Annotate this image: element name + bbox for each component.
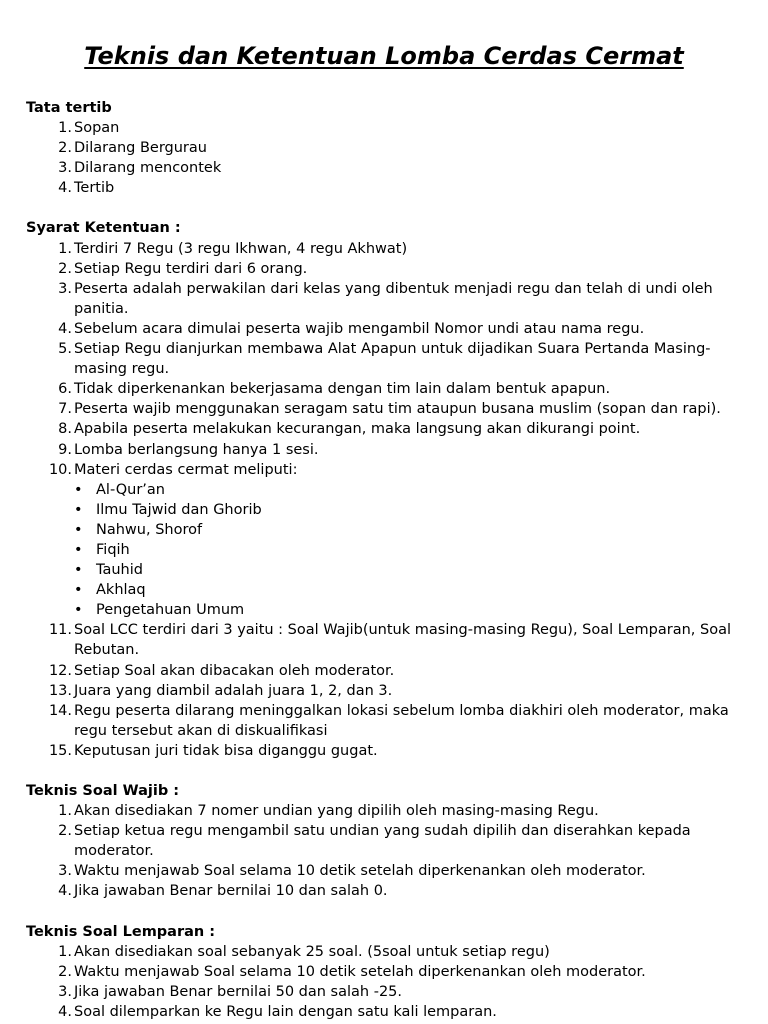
section-heading-syarat: Syarat Ketentuan : — [26, 220, 181, 237]
list-item-text: Apabila peserta melakukan kecurangan, maka langsung akan dikurangi point. — [74, 421, 641, 438]
list-item-text: Setiap ketua regu mengambil satu undian yang sudah dipilih dan diserahkan kepada moderator. — [74, 823, 691, 860]
list-item — [26, 881, 738, 901]
list-item — [26, 741, 738, 761]
list-item-text: Tertib — [74, 180, 115, 197]
list-number: 2. — [58, 963, 72, 980]
list-item — [26, 821, 738, 861]
syarat-list — [26, 239, 738, 480]
list-number: 1. — [58, 803, 72, 820]
bullet-item — [26, 600, 738, 620]
list-number: 12. — [48, 662, 72, 679]
list-item — [26, 319, 738, 339]
bullet-item — [26, 540, 738, 560]
list-number: 7. — [58, 401, 72, 418]
tata-tertib-list — [26, 118, 738, 198]
bullet-icon: • — [74, 501, 83, 518]
list-number: 5. — [58, 341, 72, 358]
list-item-text: Akan disediakan soal sebanyak 25 soal. (5soal untuk setiap regu) — [74, 943, 550, 960]
bullet-item — [26, 560, 738, 580]
list-item — [26, 118, 738, 138]
list-item-text: Jika jawaban Benar bernilai 50 dan salah -25. — [74, 983, 402, 1000]
list-item-text: Akan disediakan 7 nomer undian yang dipilih oleh masing-masing Regu. — [74, 803, 599, 820]
list-item-text: Setiap Regu dianjurkan membawa Alat Apapun untuk dijadikan Suara Pertanda Masing-masing regu. — [74, 341, 711, 378]
section-spacer — [0, 761, 768, 781]
list-number: 4. — [58, 883, 72, 900]
list-number: 9. — [58, 441, 72, 458]
section-spacer — [0, 902, 768, 922]
bullet-item — [26, 580, 738, 600]
list-item-text: Keputusan juri tidak bisa diganggu gugat. — [74, 742, 378, 759]
list-number: 10. — [48, 461, 72, 478]
list-item — [26, 861, 738, 881]
list-item-text: Tidak diperkenankan bekerjasama dengan tim lain dalam bentuk apapun. — [74, 381, 611, 398]
bullet-icon: • — [74, 562, 83, 579]
list-number: 2. — [58, 260, 72, 277]
list-item-text: Dilarang Bergurau — [74, 140, 207, 157]
list-item-text: Waktu menjawab Soal selama 10 detik setelah diperkenankan oleh moderator. — [74, 863, 646, 880]
list-item — [26, 440, 738, 460]
section-spacer — [0, 198, 768, 218]
list-number: 6. — [58, 381, 72, 398]
list-item — [26, 239, 738, 259]
list-item — [26, 701, 738, 741]
list-item-text: Peserta wajib menggunakan seragam satu tim ataupun busana muslim (sopan dan rapi). — [74, 401, 721, 418]
bullet-item-text: Nahwu, Shorof — [96, 521, 203, 538]
teknis-lemparan-list — [26, 942, 738, 1022]
list-item — [26, 259, 738, 279]
list-item — [26, 399, 738, 419]
list-item — [26, 681, 738, 701]
list-number: 15. — [48, 742, 72, 759]
list-item-text: Sebelum acara dimulai peserta wajib mengambil Nomor undi atau nama regu. — [74, 320, 645, 337]
syarat-list-continued — [26, 620, 738, 761]
list-item-text: Peserta adalah perwakilan dari kelas yang dibentuk menjadi regu dan telah di undi oleh panitia. — [74, 280, 713, 317]
list-item-text: Soal LCC terdiri dari 3 yaitu : Soal Wajib(untuk masing-masing Regu), Soal Lemparan, Soal Rebutan. — [74, 622, 731, 659]
list-number: 13. — [48, 682, 72, 699]
list-number: 11. — [48, 622, 72, 639]
list-item — [26, 962, 738, 982]
section-syarat-ketentuan — [26, 218, 738, 761]
list-number: 4. — [58, 180, 72, 197]
list-item — [26, 620, 738, 660]
bullet-item-text: Fiqih — [96, 541, 130, 558]
list-item — [26, 339, 738, 379]
section-tata-tertib — [26, 98, 738, 198]
list-item-text: Regu peserta dilarang meninggalkan lokasi sebelum lomba diakhiri oleh moderator, maka regu tersebut akan di diskualifikasi — [74, 702, 729, 739]
list-item-text: Lomba berlangsung hanya 1 sesi. — [74, 441, 319, 458]
list-item-text: Terdiri 7 Regu (3 regu Ikhwan, 4 regu Akhwat) — [74, 240, 408, 257]
list-number: 3. — [58, 160, 72, 177]
bullet-item — [26, 500, 738, 520]
list-item — [26, 661, 738, 681]
list-item-text: Dilarang mencontek — [74, 160, 222, 177]
list-item-text: Jika jawaban Benar bernilai 10 dan salah 0. — [74, 883, 388, 900]
section-teknis-soal-wajib — [26, 781, 738, 902]
list-number: 4. — [58, 1003, 72, 1020]
bullet-icon: • — [74, 481, 83, 498]
list-number: 1. — [58, 943, 72, 960]
list-item-text: Waktu menjawab Soal selama 10 detik setelah diperkenankan oleh moderator. — [74, 963, 646, 980]
teknis-wajib-list — [26, 801, 738, 901]
bullet-item — [26, 480, 738, 500]
list-item — [26, 1002, 738, 1022]
list-number: 3. — [58, 863, 72, 880]
list-item-text: Sopan — [74, 120, 120, 137]
list-item — [26, 138, 738, 158]
list-number: 3. — [58, 983, 72, 1000]
bullet-item-text: Ilmu Tajwid dan Ghorib — [96, 501, 262, 518]
section-heading-tata-tertib: Tata tertib — [26, 100, 112, 116]
list-item-text: Juara yang diambil adalah juara 1, 2, dan 3. — [74, 682, 393, 699]
list-item — [26, 279, 738, 319]
list-item — [26, 178, 738, 198]
list-item — [26, 158, 738, 178]
bullet-icon: • — [74, 521, 83, 538]
bullet-icon: • — [74, 541, 83, 558]
section-heading-teknis-wajib: Teknis Soal Wajib : — [26, 783, 180, 799]
bullet-icon: • — [74, 602, 83, 619]
list-number: 1. — [58, 120, 72, 137]
list-number: 4. — [58, 320, 72, 337]
bullet-icon: • — [74, 582, 83, 599]
list-item — [26, 801, 738, 821]
bullet-item-text: Pengetahuan Umum — [96, 602, 245, 619]
list-number: 8. — [58, 421, 72, 438]
list-number: 3. — [58, 280, 72, 297]
document-title: Teknis dan Ketentuan Lomba Cerdas Cermat — [84, 42, 684, 70]
materi-list — [26, 480, 738, 621]
bullet-item — [26, 520, 738, 540]
bullet-item-text: Akhlaq — [96, 582, 146, 599]
section-heading-teknis-lemparan: Teknis Soal Lemparan : — [26, 923, 216, 940]
list-item — [26, 419, 738, 439]
list-item — [26, 942, 738, 962]
list-item-text: Soal dilemparkan ke Regu lain dengan satu kali lemparan. — [74, 1003, 497, 1020]
list-number: 2. — [58, 823, 72, 840]
list-item — [26, 460, 738, 480]
section-teknis-soal-lemparan — [26, 922, 738, 1022]
list-item-text: Materi cerdas cermat meliputi: — [74, 461, 298, 478]
list-item — [26, 379, 738, 399]
bullet-item-text: Tauhid — [96, 562, 143, 579]
list-number: 14. — [48, 702, 72, 719]
list-item — [26, 982, 738, 1002]
list-number: 1. — [58, 240, 72, 257]
bullet-item-text: Al-Qur’an — [96, 481, 165, 498]
list-item-text: Setiap Soal akan dibacakan oleh moderator. — [74, 662, 395, 679]
list-item-text: Setiap Regu terdiri dari 6 orang. — [74, 260, 308, 277]
list-number: 2. — [58, 140, 72, 157]
